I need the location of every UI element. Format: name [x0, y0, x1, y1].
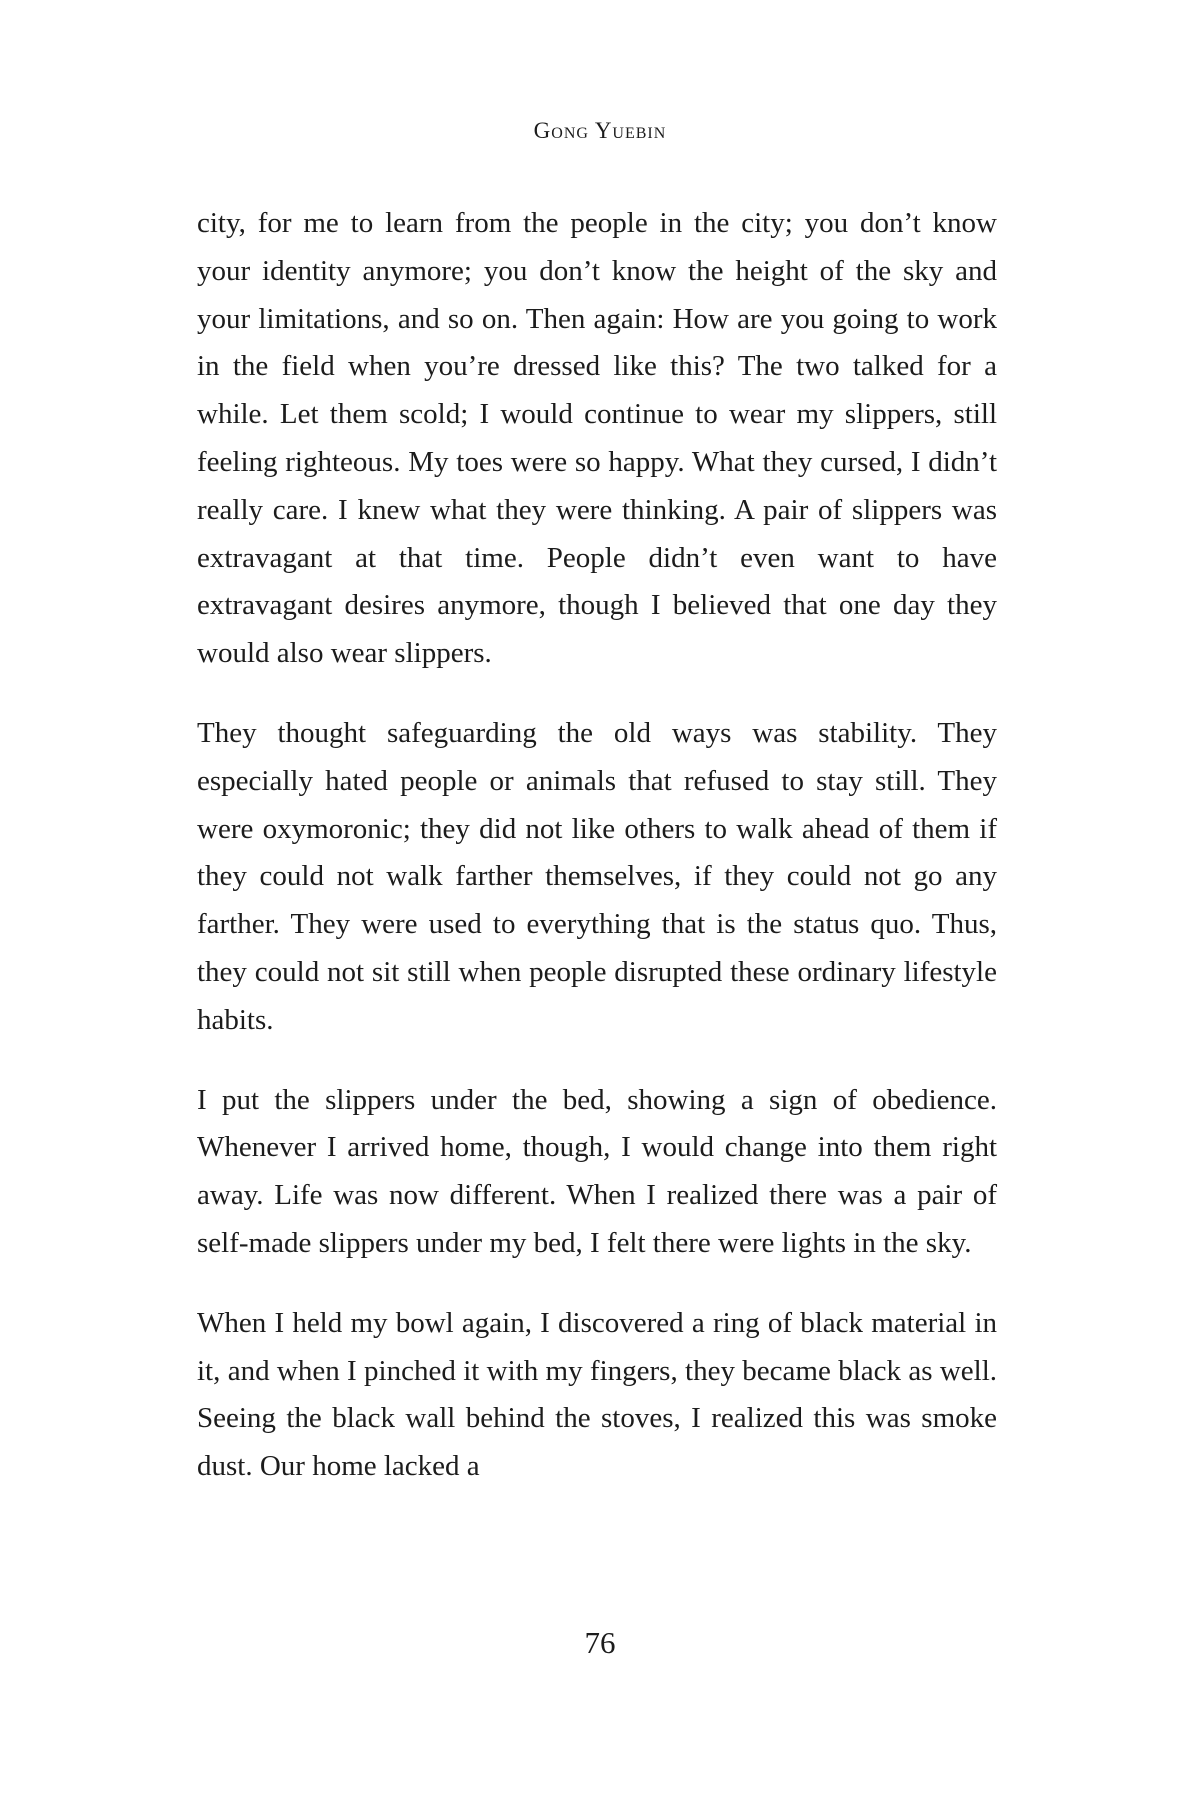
- paragraph: I put the slippers under the bed, showing a sign of obedience. Whenever I arrived home, though, I would change into them right away. Life was now different. When I realized there was a pair of self-made slippers under my bed, I felt there were lights in the sky.: [197, 1083, 997, 1259]
- paragraph: They thought safeguarding the old ways was stability. They especially hated people or animals that refused to stay still. They were oxymoronic; they did not like others to walk ahead of them if they could not walk farther themselves, if they could not go any farther. They were used to everything that is the status quo. Thus, they could not sit still when people disrupted these ordinary lifestyle habits.: [197, 716, 997, 1036]
- page-number: 76: [584, 1625, 616, 1660]
- paragraph: city, for me to learn from the people in the city; you don’t know your identity anymore; you don’t know the height of the sky and your limitations, and so on. Then again: How are you going to work in the field when you’re dressed like this? The two talked for a while. Let them scold; I would continue to wear my slippers, still feeling righteous. My toes were so happy. What they cursed, I didn’t really care. I knew what they were thinking. A pair of slippers was extravagant at that time. People didn’t even want to have extravagant desires anymore, though I believed that one day they would also wear slippers.: [197, 207, 997, 670]
- paragraph: When I held my bowl again, I discovered a ring of black material in it, and when I pinched it with my fingers, they became black as well. Seeing the black wall behind the stoves, I realized this was smoke dust. Our home lacked a: [197, 1306, 997, 1483]
- body-text: [197, 200, 997, 1491]
- running-head: Gong Yuebin: [533, 118, 667, 143]
